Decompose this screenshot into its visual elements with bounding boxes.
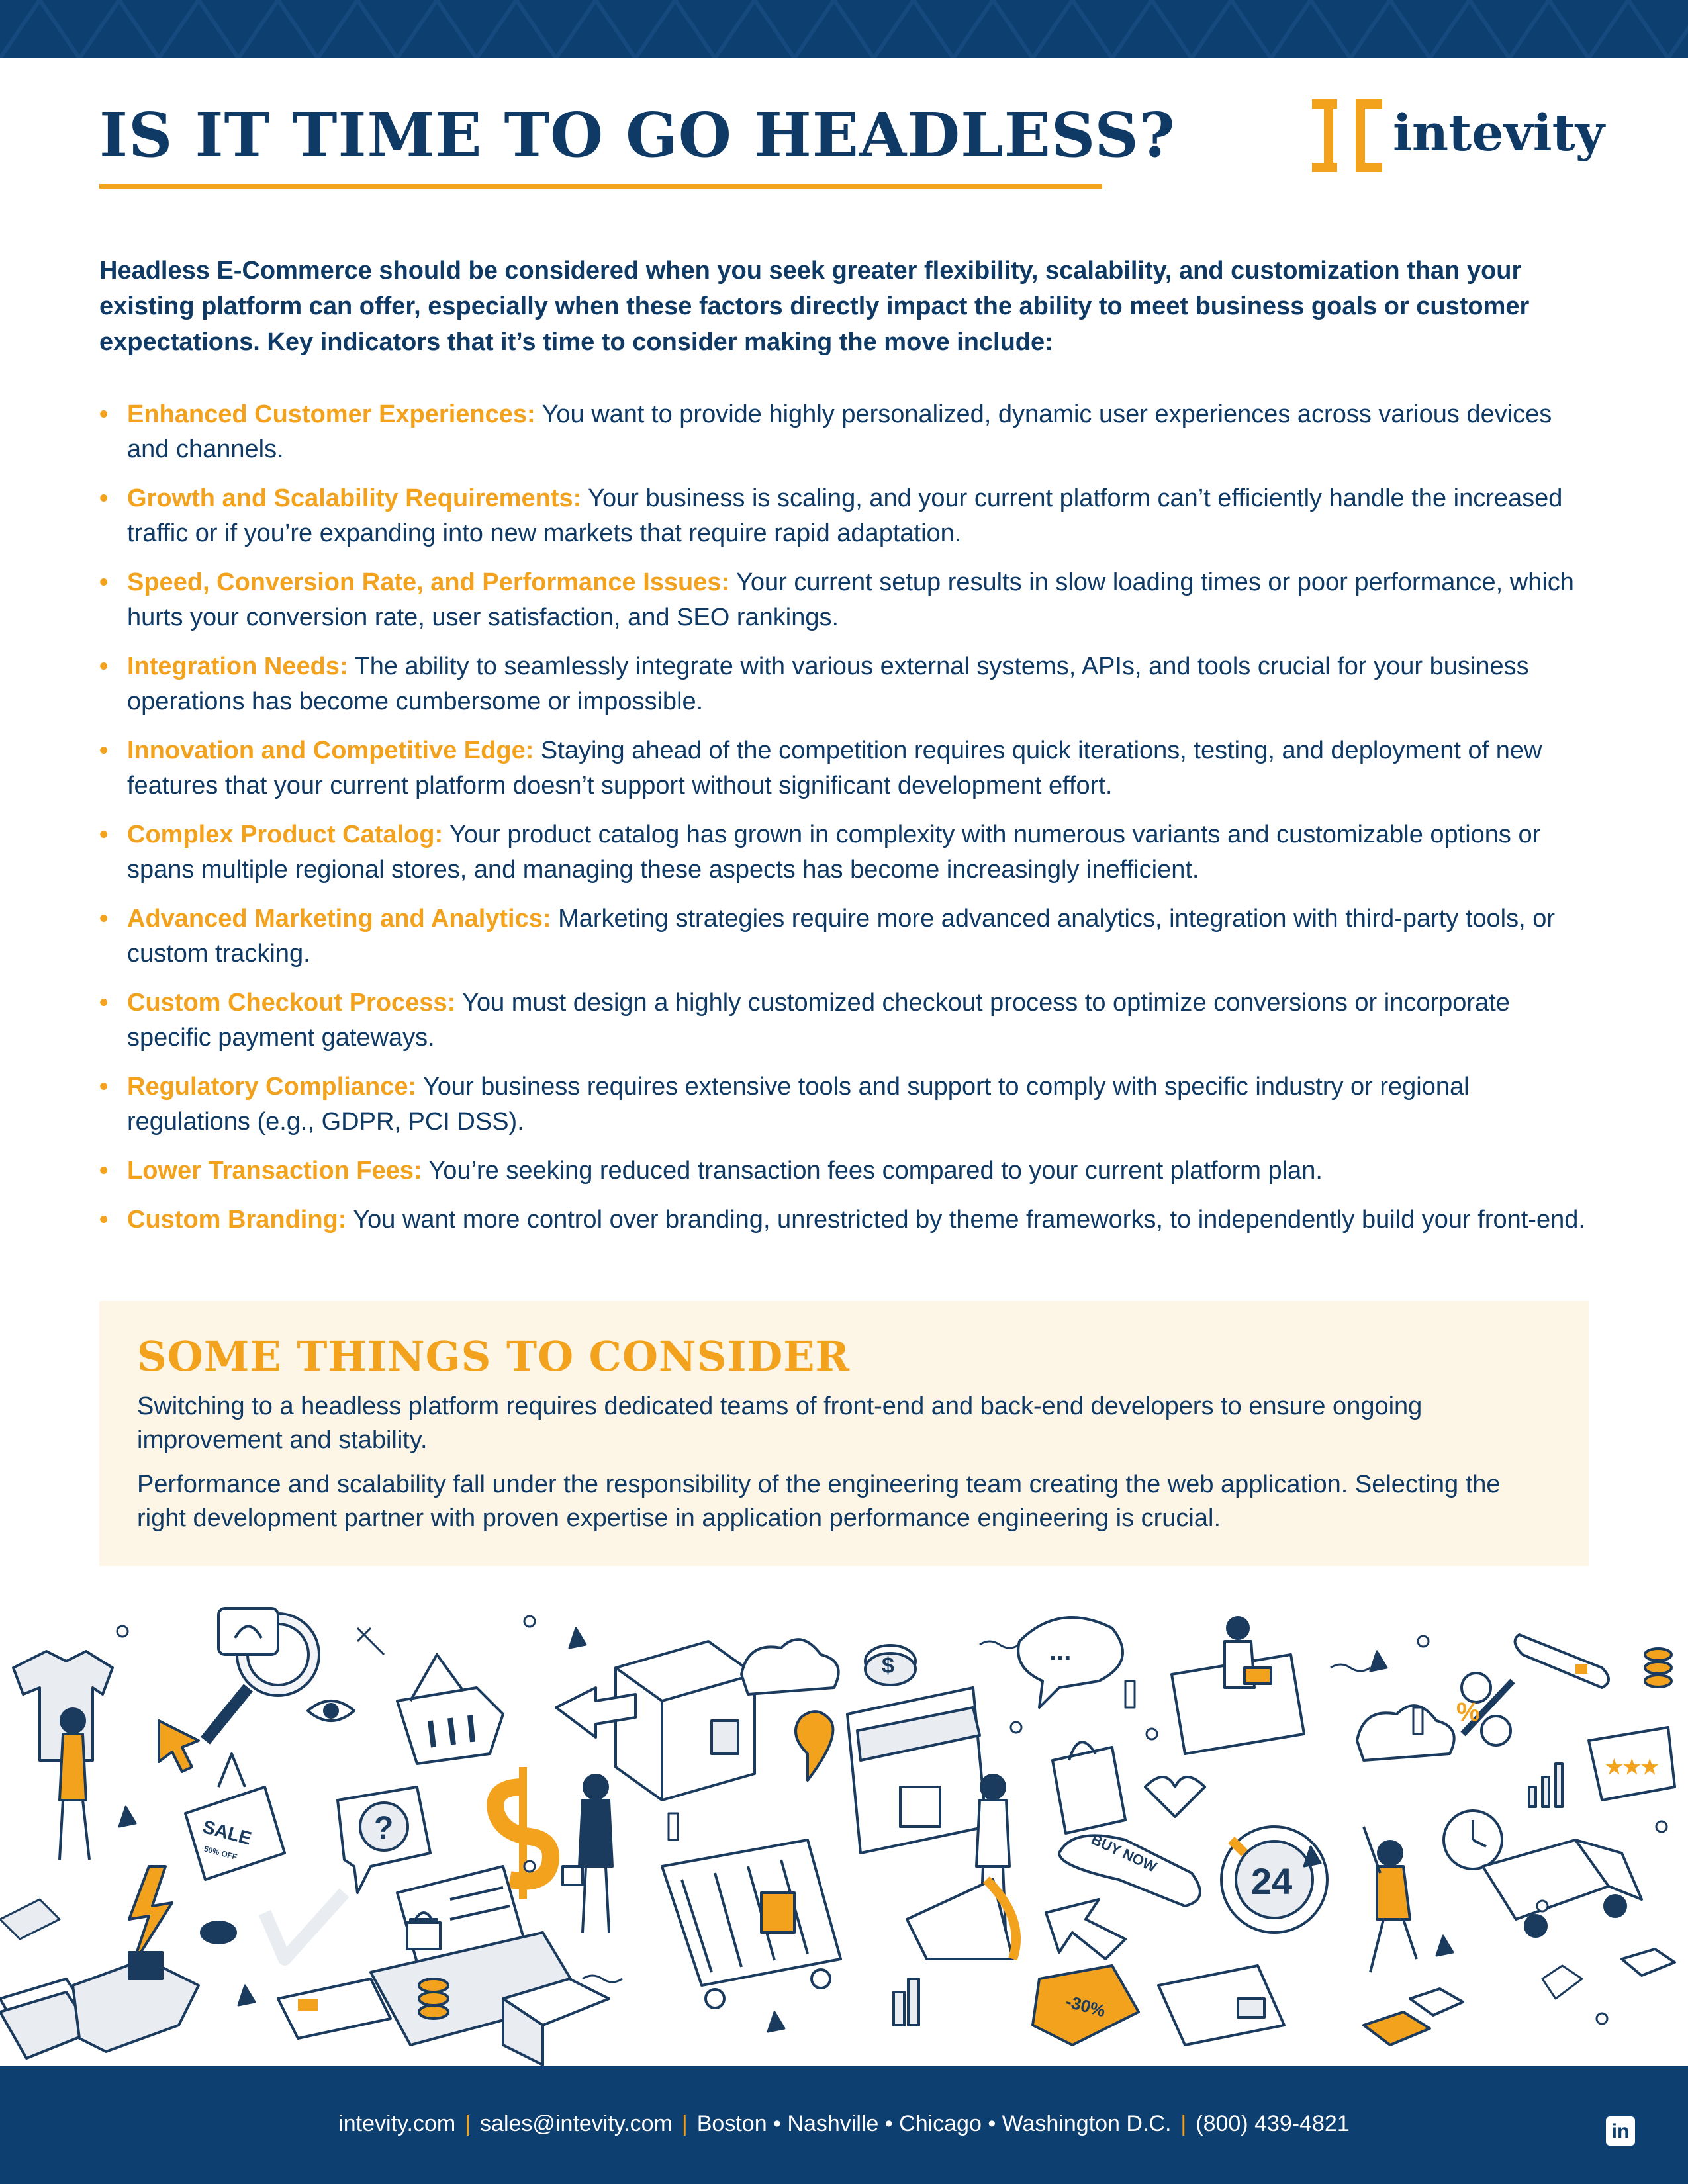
search-bar-icon — [1515, 1635, 1609, 1688]
hand-icon — [73, 1952, 199, 2052]
bullet-term: Custom Branding: — [127, 1206, 347, 1234]
list-item — [99, 649, 1595, 719]
shopping-cart-icon — [662, 1840, 841, 2008]
list-item — [99, 985, 1595, 1056]
indicator-list — [99, 397, 1595, 1251]
footer-email-link[interactable]: sales@intevity.com — [480, 2111, 673, 2136]
credit-card-icon — [278, 1979, 391, 2038]
list-item — [99, 817, 1595, 887]
intro-paragraph: Headless E-Commerce should be considered when you seek greater flexibility, scalability, and customization than your existing platform can offer, especially when these factors directly impact the ability to meet business goals or customer expectations. Key indicators that it’s time to consider making the move include: — [99, 257, 1530, 356]
shopping-bag-icon — [1053, 1742, 1125, 1833]
footer-website-link[interactable]: intevity.com — [338, 2111, 456, 2136]
stars-label: ★★★ — [1605, 1756, 1659, 1778]
package-icon — [616, 1641, 755, 1800]
woman-jumping-icon — [1364, 1827, 1417, 1972]
bullet-term: Custom Checkout Process: — [127, 989, 456, 1017]
footer-phone-link[interactable]: (800) 439-4821 — [1196, 2111, 1350, 2136]
cursor-icon — [159, 1721, 199, 1772]
bullet-text: Your business requires extensive tools and support to comply with specific industry or regional regulations (e.g., GDPR, PCI DSS). — [127, 1073, 1470, 1136]
person-sofa-icon — [1172, 1617, 1304, 1754]
bullet-text: You’re seeking reduced transaction fees compared to your current platform plan. — [422, 1157, 1323, 1185]
bullet-icon: • — [99, 821, 109, 848]
list-item — [99, 397, 1595, 467]
cube-icon — [1364, 1949, 1675, 2045]
consider-paragraph: Switching to a headless platform requires dedicated teams of front-end and back-end developers to ensure ongoing improvement and stability. — [137, 1392, 1423, 1454]
title-underline — [99, 184, 1102, 189]
bullet-icon: • — [99, 737, 109, 764]
bullet-text: Your product catalog has grown in complexity with numerous variants and customizable options or spans multiple regional stores, and managing these aspects has become increasingly inefficient. — [127, 821, 1541, 884]
eye-icon — [308, 1701, 354, 1721]
storefront-icon — [847, 1688, 986, 1853]
pie-chart-icon — [201, 1922, 236, 1943]
bullet-icon: • — [99, 1157, 109, 1185]
list-item — [99, 901, 1595, 972]
check-mark-icon — [265, 1893, 344, 1959]
list-item — [99, 1203, 1595, 1238]
man-person-icon — [563, 1775, 612, 1933]
support-bubble-icon — [218, 1608, 278, 1655]
footer-separator: | — [465, 2111, 471, 2136]
coin-dollar-label: $ — [882, 1653, 894, 1678]
bullet-text: Your current setup results in slow loading times or poor performance, which hurts your conversion rate, user satisfaction, and SEO rankings. — [127, 569, 1574, 631]
list-item — [99, 1069, 1595, 1140]
list-item — [99, 481, 1595, 551]
lightning-icon — [129, 1866, 172, 1966]
percent-label: % — [1456, 1698, 1480, 1727]
bullet-term: Complex Product Catalog: — [127, 821, 444, 848]
bullet-term: Enhanced Customer Experiences: — [127, 400, 536, 428]
bullet-text: You must design a highly customized checkout process to optimize conversions or incorporate specific payment gateways. — [127, 989, 1510, 1052]
page-title: IS IT TIME TO GO HEADLESS? — [99, 99, 1176, 171]
bullet-icon: • — [99, 905, 109, 933]
bullet-text: Your business is scaling, and your current platform can’t efficiently handle the increased traffic or if you’re expanding into new markets that require rapid adaptation. — [127, 484, 1563, 547]
buy-now-label: BUY NOW — [1088, 1831, 1160, 1876]
footer-separator: | — [1180, 2111, 1187, 2136]
footer — [0, 2066, 1688, 2184]
shopping-basket-icon — [397, 1655, 503, 1764]
bullet-icon: • — [99, 569, 109, 596]
sale-label: SALE — [201, 1816, 254, 1849]
megaphone-icon — [907, 1880, 1016, 1959]
bullet-icon: • — [99, 1073, 109, 1101]
bullet-icon: • — [99, 484, 109, 512]
bullet-term: Advanced Marketing and Analytics: — [127, 905, 551, 933]
question-label: ? — [374, 1811, 394, 1846]
intevity-logo[interactable] — [1312, 99, 1605, 172]
chat-dots-label: ... — [1049, 1637, 1072, 1666]
list-item — [99, 1154, 1595, 1189]
bullet-text: Marketing strategies require more advanced analytics, integration with third-party tools, or custom tracking. — [127, 905, 1556, 968]
bullet-icon: • — [99, 653, 109, 680]
bullet-term: Innovation and Competitive Edge: — [127, 737, 534, 764]
bullet-icon: • — [99, 989, 109, 1017]
consider-title: SOME THINGS TO CONSIDER — [137, 1332, 851, 1381]
bullet-text: The ability to seamlessly integrate with various external systems, APIs, and tools crucial for your business operations has become cumbersome or impossible. — [127, 653, 1529, 715]
bullet-text: You want more control over branding, unrestricted by theme frameworks, to independently build your front-end. — [346, 1206, 1585, 1234]
consider-box — [99, 1301, 1589, 1566]
hours-label: 24 — [1251, 1860, 1293, 1902]
bullet-term: Growth and Scalability Requirements: — [127, 484, 582, 512]
bullet-term: Regulatory Compliance: — [127, 1073, 417, 1101]
bullet-icon: • — [99, 1206, 109, 1234]
footer-contact-line — [0, 2111, 1688, 2137]
footer-separator: | — [681, 2111, 688, 2136]
location-pin-icon — [796, 1711, 833, 1780]
consider-paragraph: Performance and scalability fall under the responsibility of the engineering team creating the web application. Selecting the right development partner with proven expertise in application performance engineering is crucial. — [137, 1471, 1501, 1532]
logo-wordmark: intevity — [1393, 103, 1605, 162]
bullet-term: Lower Transaction Fees: — [127, 1157, 422, 1185]
bullet-text: Staying ahead of the competition requires quick iterations, testing, and deployment of new features that your current platform doesn’t support without significant development effort. — [127, 737, 1542, 799]
wallet-icon — [1158, 1966, 1284, 2045]
logo-bracket-icon — [1312, 99, 1385, 172]
bullet-icon: • — [99, 400, 109, 428]
list-item — [99, 565, 1595, 635]
discount-label: -30% — [1063, 1991, 1108, 2021]
bullet-term: Speed, Conversion Rate, and Performance Issues: — [127, 569, 730, 596]
delivery-truck-icon — [1483, 1840, 1642, 1936]
sale-sub-label: 50% OFF — [203, 1844, 238, 1862]
clock-icon — [1444, 1811, 1502, 1869]
linkedin-icon[interactable]: in — [1606, 2116, 1635, 2146]
top-band-pattern — [0, 0, 1688, 58]
heart-icon — [1145, 1777, 1205, 1817]
footer-locations: Boston • Nashville • Chicago • Washington D.C. — [696, 2111, 1172, 2136]
bullet-text: You want to provide highly personalized, dynamic user experiences across various devices and channels. — [127, 400, 1552, 463]
top-band — [0, 0, 1688, 58]
ecommerce-illustration — [0, 1588, 1688, 2066]
list-item — [99, 733, 1595, 803]
bullet-term: Integration Needs: — [127, 653, 348, 680]
arrow-up-icon — [1046, 1899, 1125, 1959]
